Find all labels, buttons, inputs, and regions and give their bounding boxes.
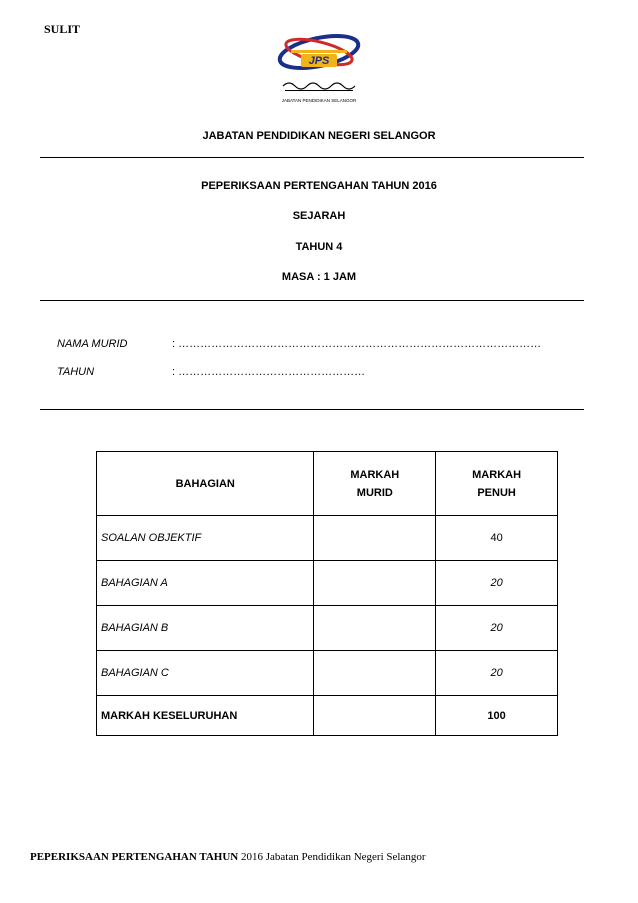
section-name: SOALAN OBJEKTIF — [97, 516, 314, 561]
name-field-label: NAMA MURID — [57, 338, 128, 350]
table-header-row — [97, 452, 558, 516]
section-name: BAHAGIAN C — [97, 651, 314, 696]
student-mark-cell[interactable] — [314, 561, 436, 606]
full-mark: 20 — [436, 606, 558, 651]
student-total-cell[interactable] — [314, 696, 436, 736]
footer-text: 2016 Jabatan Pendidikan Negeri Selangor — [238, 851, 426, 863]
classification-label: SULIT — [44, 22, 81, 36]
logo-caption: JABATAN PENDIDIKAN SELANGOR — [281, 98, 357, 103]
full-mark: 20 — [436, 651, 558, 696]
marks-table — [96, 451, 558, 736]
table-row — [97, 561, 558, 606]
subject-title: SEJARAH — [292, 210, 346, 222]
column-header: MARKAH PENUH — [436, 452, 558, 516]
jps-logo — [271, 30, 367, 110]
exam-title: PEPERIKSAAN PERTENGAHAN TAHUN 2016 — [201, 180, 437, 192]
total-full-mark: 100 — [436, 696, 558, 736]
column-header: MARKAH MURID — [314, 452, 436, 516]
table-row — [97, 606, 558, 651]
column-header: BAHAGIAN — [97, 452, 314, 516]
duration-title: MASA : 1 JAM — [281, 271, 357, 283]
footer-bold-text: PEPERIKSAAN PERTENGAHAN TAHUN — [30, 851, 239, 863]
student-mark-cell[interactable] — [314, 651, 436, 696]
divider — [40, 409, 584, 410]
full-mark: 40 — [436, 516, 558, 561]
section-name: BAHAGIAN B — [97, 606, 314, 651]
level-title: TAHUN 4 — [295, 241, 343, 253]
page-footer — [30, 851, 426, 863]
student-mark-cell[interactable] — [314, 606, 436, 651]
logo-acronym: JPS — [308, 55, 330, 67]
total-label: MARKAH KESELURUHAN — [97, 696, 314, 736]
table-row — [97, 516, 558, 561]
year-field-label: TAHUN — [57, 366, 95, 378]
divider — [40, 157, 584, 158]
section-name: BAHAGIAN A — [97, 561, 314, 606]
department-title: JABATAN PENDIDIKAN NEGERI SELANGOR — [202, 130, 436, 142]
divider — [40, 300, 584, 301]
table-row — [97, 651, 558, 696]
name-field[interactable]: : ……………………………………………………………………………………… — [172, 338, 542, 350]
table-total-row — [97, 696, 558, 736]
student-mark-cell[interactable] — [314, 516, 436, 561]
full-mark: 20 — [436, 561, 558, 606]
year-field[interactable]: : …………………………………………… — [172, 366, 366, 378]
